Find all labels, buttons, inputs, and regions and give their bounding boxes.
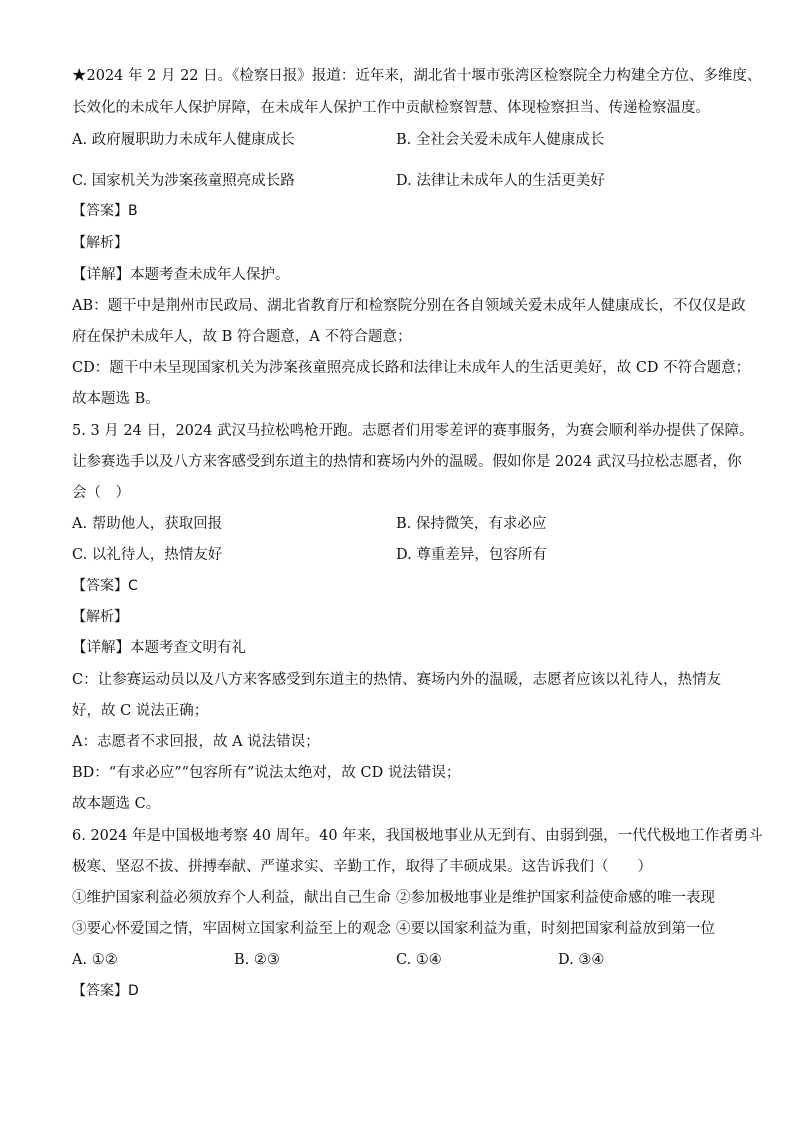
q6-option-d: D. ③④ [558,952,605,968]
q4-detail: 【详解】本题考查未成年人保护。 [72,267,290,283]
q5-stem-line3: 会（ ） [72,485,130,501]
q6-option-a: A. ①② [72,952,118,968]
q6-item-4: ④要以国家利益为重，时刻把国家利益放到第一位 [396,921,715,937]
q6-answer: 【答案】D [72,983,139,999]
q5-answer: 【答案】C [72,578,138,594]
q6-stem-line2: 极寒、坚忍不拔、拼搏奉献、严谨求实、辛勤工作，取得了丰硕成果。这告诉我们（ ） [72,859,652,875]
q5-option-d: D. 尊重差异，包容所有 [396,547,547,563]
q5-option-c: C. 以礼待人，热情友好 [72,547,223,563]
q4-explanation-2: CD：题干中未呈现国家机关为涉案孩童照亮成长路和法律让未成年人的生活更美好，故 CD 不符合题意； [72,360,751,376]
q5-stem-line1: 5. 3 月 24 日，2024 武汉马拉松鸣枪开跑。志愿者们用零差评的赛事服务，为赛会顺利举办提供了保障。 [72,423,754,439]
q4-explanation-1-line2: 府在保护未成年人，故 B 符合题意，A 不符合题意； [72,329,412,345]
q5-explanation-1-line1: C：让参赛运动员以及八方来客感受到东道主的热情、赛场内外的温暖，志愿者应该以礼待人，热情友 [72,672,722,688]
q4-option-c: C. 国家机关为涉案孩童照亮成长路 [72,173,295,189]
q6-item-3: ③要心怀爱国之情，牢固树立国家利益至上的观念 [72,921,391,937]
q4-stem-line1: ★2024 年 2 月 22 日。《检察日报》报道：近年来，湖北省十堰市张湾区检察院全力构建全方位、多维度、 [72,68,762,84]
q4-explanation-1-line1: AB：题干中是荆州市民政局、湖北省教育厅和检察院分别在各自领域关爱未成年人健康成长，不仅仅是政 [72,298,746,314]
q5-stem-line2: 让参赛选手以及八方来客感受到东道主的热情和赛场内外的温暖。假如你是 2024 武汉马拉松志愿者，你 [72,454,742,470]
q5-option-a: A. 帮助他人，获取回报 [72,516,223,532]
q4-analysis-title: 【解析】 [72,235,128,251]
q6-option-c: C. ①④ [396,952,442,968]
q5-option-b: B. 保持微笑，有求必应 [396,516,547,532]
q6-stem-line1: 6. 2024 年是中国极地考察 40 周年。40 年来，我国极地事业从无到有、由弱到强，一代代极地工作者勇斗 [72,828,763,844]
q5-analysis-title: 【解析】 [72,609,128,625]
q4-answer: 【答案】B [72,203,138,219]
q5-explanation-1-line2: 好，故 C 说法正确； [72,703,209,719]
q6-item-1: ①维护国家利益必须放弃个人利益，献出自己生命 [72,890,391,906]
q4-option-d: D. 法律让未成年人的生活更美好 [396,173,605,189]
q4-conclusion: 故本题选 B。 [72,391,160,407]
q4-option-a: A. 政府履职助力未成年人健康成长 [72,132,295,148]
q5-conclusion: 故本题选 C。 [72,796,161,812]
q6-option-b: B. ②③ [234,952,280,968]
q5-explanation-2: A：志愿者不求回报，故 A 说法错误； [72,734,320,750]
q4-option-b: B. 全社会关爱未成年人健康成长 [396,132,605,148]
q5-detail: 【详解】本题考查文明有礼 [72,640,246,656]
q5-explanation-3: BD：“有求必应”“包容所有”说法太绝对，故 CD 说法错误； [72,765,461,781]
q4-stem-line2: 长效化的未成年人保护屏障，在未成年人保护工作中贡献检察智慧、体现检察担当、传递检察温度。 [72,100,710,116]
q6-item-2: ②参加极地事业是维护国家利益使命感的唯一表现 [396,890,715,906]
